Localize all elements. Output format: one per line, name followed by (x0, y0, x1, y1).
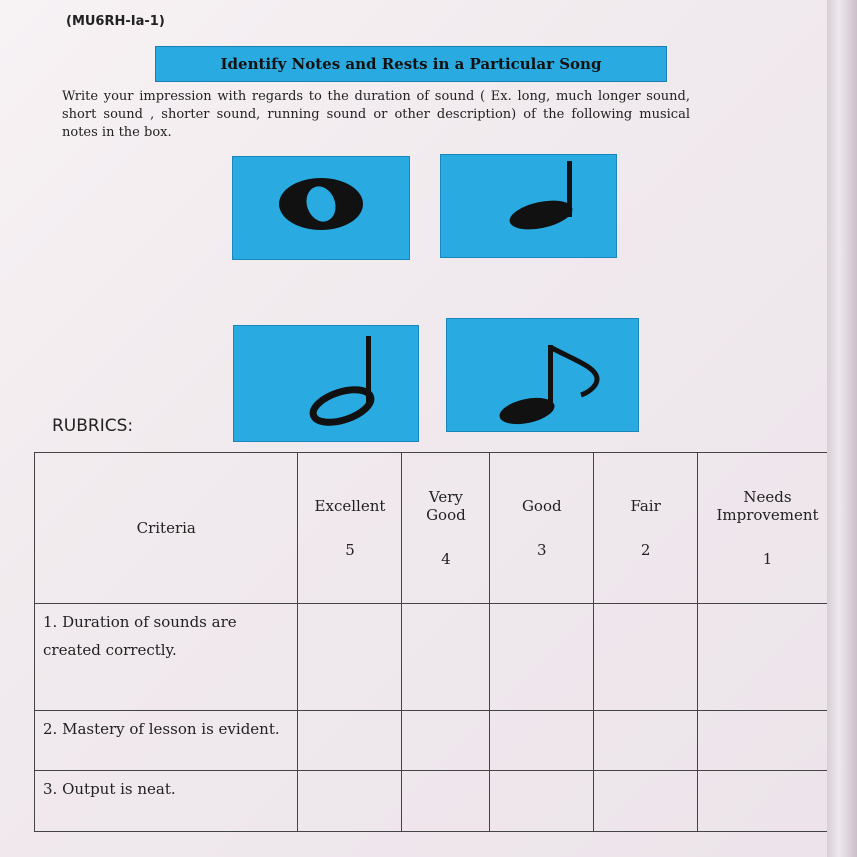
level-points: 5 (345, 541, 355, 559)
level-header (490, 453, 594, 604)
score-cell[interactable] (698, 771, 838, 832)
score-cell[interactable] (402, 604, 490, 711)
rubric-row (35, 604, 838, 711)
level-name: Excellent (314, 497, 386, 515)
level-points: 4 (441, 550, 451, 568)
level-points: 1 (762, 550, 773, 568)
score-cell[interactable] (698, 604, 838, 711)
score-cell[interactable] (490, 604, 594, 711)
score-cell[interactable] (594, 604, 698, 711)
rubrics-label: RUBRICS: (52, 416, 134, 436)
rubric-row (35, 710, 838, 771)
eighth-note-icon (447, 319, 638, 431)
rubric-row (35, 771, 838, 832)
half-note-box (233, 325, 419, 442)
level-points: 3 (537, 541, 547, 559)
instructions (62, 88, 690, 142)
score-cell[interactable] (490, 710, 594, 771)
instructions-text: Write your impression with regards to the duration of sound ( Ex. long, much longer sound, short sound , shorter sound, running sound or other description) of the following musical notes in the box. (62, 89, 690, 140)
quarter-note-icon (441, 155, 616, 257)
whole-note-icon (233, 157, 409, 259)
level-header (402, 453, 490, 604)
level-header (594, 453, 698, 604)
score-cell[interactable] (402, 771, 490, 832)
score-cell[interactable] (594, 710, 698, 771)
eighth-note-box (446, 318, 639, 432)
worksheet-title: Identify Notes and Rests in a Particular Song (155, 46, 667, 82)
score-cell[interactable] (402, 710, 490, 771)
level-name: Needs Improvement (716, 488, 819, 524)
lesson-code: (MU6RH-Ia-1) (66, 14, 165, 29)
rubric-header-row (35, 453, 838, 604)
criterion-text: 1. Duration of sounds are created correctly. (35, 604, 298, 711)
score-cell[interactable] (298, 604, 402, 711)
score-cell[interactable] (698, 710, 838, 771)
level-header (298, 453, 402, 604)
score-cell[interactable] (490, 771, 594, 832)
score-cell[interactable] (594, 771, 698, 832)
whole-note-box (232, 156, 410, 260)
page-edge (827, 0, 857, 857)
level-name: Fair (630, 497, 661, 515)
level-name: Very Good (426, 488, 466, 524)
criterion-text: 2. Mastery of lesson is evident. (35, 710, 298, 771)
criterion-text: 3. Output is neat. (35, 771, 298, 832)
level-name: Good (521, 497, 562, 515)
score-cell[interactable] (298, 771, 402, 832)
half-note-icon (234, 326, 418, 441)
score-cell[interactable] (298, 710, 402, 771)
criteria-header: Criteria (35, 453, 298, 604)
quarter-note-box (440, 154, 617, 258)
level-header (698, 453, 838, 604)
level-points: 2 (640, 541, 651, 559)
rubric-table (34, 452, 838, 832)
